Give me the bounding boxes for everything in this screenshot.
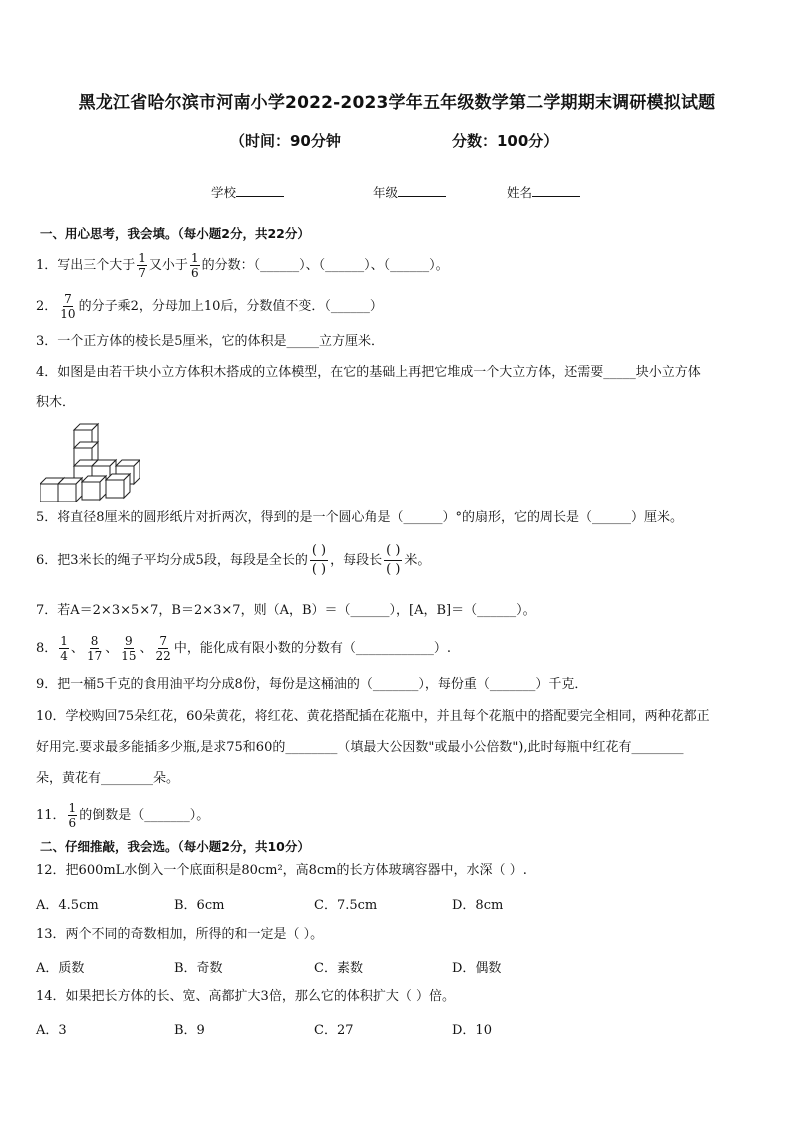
q2-number: 2． <box>36 299 58 314</box>
q14-option-c[interactable]: C．27 <box>314 1023 354 1038</box>
question-6 <box>36 542 430 579</box>
q8-fraction-1: $\frac{1}{4}$ <box>60 634 68 663</box>
grade-field <box>373 183 446 201</box>
q1-text-c: 的分数：（______）、（______）、（______）。 <box>201 258 449 273</box>
q13-option-a[interactable]: A．质数 <box>36 961 85 976</box>
q8-fraction-4: $\frac{7}{22}$ <box>155 634 171 663</box>
q6-fraction-blank-2: $\frac{( )}{( )}$ <box>386 543 401 577</box>
name-blank <box>532 184 580 197</box>
q14-option-a[interactable]: A．3 <box>36 1023 67 1038</box>
name-label: 姓名 <box>507 185 533 200</box>
q1-fraction-1: $\frac{1}{7}$ <box>138 251 146 280</box>
q12-option-c[interactable]: C．7.5cm <box>314 898 378 913</box>
q6-text-b: ，每段长 <box>330 553 383 568</box>
q8-number: 8． <box>36 641 58 656</box>
question-10-line-1: 10．学校购回75朵红花，60朵黄花，将红花、黄花搭配插在花瓶中，并且每个花瓶中的搭配要完全相同，两种花都正 <box>36 709 710 724</box>
q1-text-a: 1．写出三个大于 <box>36 258 136 273</box>
q11-number: 11． <box>36 808 66 823</box>
question-13: 13．两个不同的奇数相加，所得的和一定是（ ）。 <box>36 927 324 942</box>
exam-time: （时间：90分钟 <box>230 132 341 150</box>
q8-fraction-3: $\frac{9}{15}$ <box>121 634 137 663</box>
cube-stack-figure <box>40 422 140 502</box>
q12-option-d[interactable]: D．8cm <box>452 898 504 913</box>
q1-fraction-2: $\frac{1}{6}$ <box>190 251 199 280</box>
q6-text-a: 6．把3米长的绳子平均分成5段，每段是全长的 <box>36 553 308 568</box>
question-9: 9．把一桶5千克的食用油平均分成8份，每份是这桶油的（_______），每份重（_______）千克． <box>36 677 588 692</box>
question-7: 7．若A＝2×3×5×7，B＝2×3×7，则（A，B）＝（______），[A，B]＝（______）。 <box>36 603 536 618</box>
q11-text: 的倒数是（_______）。 <box>79 808 210 823</box>
question-8: 8． $\frac{1}{4}$ 、 $\frac{8}{17}$ 、 $\frac{9}{15}$ 、 $\frac{7}{22}$ 中，能化成有限小数的分数有（____________）. <box>36 634 451 663</box>
question-12: 12．把600mL水倒入一个底面积是80cm²，高8cm的长方体玻璃容器中，水深（ ）. <box>36 863 527 878</box>
question-10-line-3: 朵，黄花有________朵。 <box>36 771 180 786</box>
q2-text: 的分子乘2，分母加上10后，分数值不变．（______） <box>78 299 383 314</box>
question-4-line-1: 4．如图是由若干块小立方体积木搭成的立体模型，在它的基础上再把它堆成一个大立方体，还需要_____块小立方体 <box>36 365 701 380</box>
question-11 <box>36 801 209 830</box>
q8-fraction-2: $\frac{8}{17}$ <box>86 634 103 663</box>
grade-label: 年级 <box>373 185 399 200</box>
q13-option-d[interactable]: D．偶数 <box>452 961 502 976</box>
name-field <box>507 183 580 201</box>
q13-option-b[interactable]: B．奇数 <box>174 961 223 976</box>
q8-text: 中，能化成有限小数的分数有（____________）. <box>173 641 451 656</box>
school-label: 学校 <box>211 185 237 200</box>
exam-title: 黑龙江省哈尔滨市河南小学2022-2023学年五年级数学第二学期期末调研模拟试题 <box>78 93 716 113</box>
q14-option-b[interactable]: B．9 <box>174 1023 205 1038</box>
q12-option-a[interactable]: A．4.5cm <box>36 898 99 913</box>
section-1-heading: 一、用心思考，我会填。（每小题2分，共22分） <box>40 226 310 241</box>
q14-option-d[interactable]: D．10 <box>452 1023 492 1038</box>
question-3: 3．一个正方体的棱长是5厘米，它的体积是_____立方厘米． <box>36 334 385 349</box>
q13-option-c[interactable]: C．素数 <box>314 961 363 976</box>
exam-score: 分数：100分） <box>452 132 559 150</box>
question-10-line-2: 好用完.要求最多能插多少瓶,是求75和60的________（填最大公因数"或最小公倍数"),此时每瓶中红花有________ <box>36 740 684 755</box>
question-1 <box>36 251 449 280</box>
question-2 <box>36 292 383 321</box>
q12-option-b[interactable]: B．6cm <box>174 898 225 913</box>
q11-fraction: $\frac{1}{6}$ <box>68 801 77 830</box>
question-14: 14．如果把长方体的长、宽、高都扩大3倍，那么它的体积扩大（ ）倍。 <box>36 989 455 1004</box>
school-blank <box>236 184 284 197</box>
q6-fraction-blank-1: $\frac{( )}{( )}$ <box>311 543 327 577</box>
q6-text-c: 米。 <box>404 553 431 568</box>
question-4-line-2: 积木． <box>36 395 76 410</box>
q1-text-b: 又小于 <box>148 258 188 273</box>
q2-fraction: $\frac{7}{10}$ <box>60 292 76 321</box>
grade-blank <box>398 184 446 197</box>
question-5: 5．将直径8厘米的圆形纸片对折两次，得到的是一个圆心角是（______）°的扇形，它的周长是（______）厘米。 <box>36 510 684 525</box>
school-field <box>211 183 284 201</box>
section-2-heading: 二、仔细推敲，我会选。（每小题2分，共10分） <box>40 839 310 854</box>
